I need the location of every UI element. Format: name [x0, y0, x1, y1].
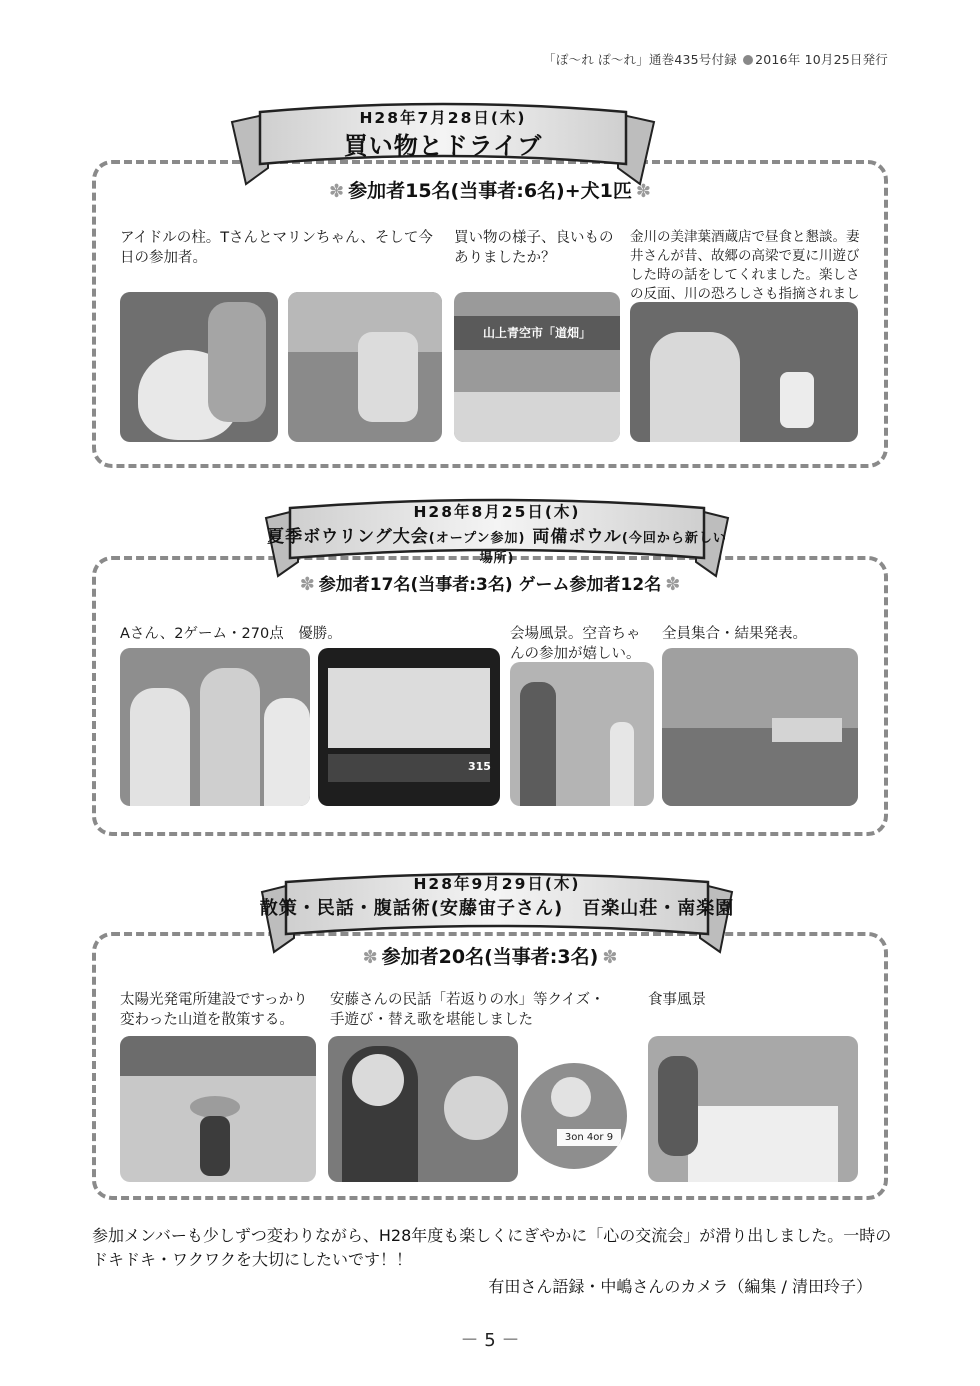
market-photo — [454, 292, 620, 442]
credit-line: 有田さん語録・中嶋さんのカメラ（編集 / 清田玲子） — [488, 1277, 872, 1296]
photo-caption: 買い物の様子、良いものありましたか？ — [454, 230, 614, 266]
asterisk-icon: ✽ — [635, 181, 651, 202]
publication-name: 「ぽ〜れ ぽ〜れ」通巻435号付録 — [543, 52, 737, 67]
photo-caption: アイドルの柱。Tさんとマリンちゃん、そして今日の参加者。 — [120, 230, 433, 266]
mountain-walk-photo — [120, 1036, 316, 1182]
event-title: 買い物とドライブ — [343, 132, 543, 160]
lunch-photo — [630, 302, 858, 442]
issue-date: 2016年 10月25日発行 — [755, 52, 888, 67]
shop-sign: 山上青空市「道畑」 — [482, 326, 591, 340]
participant-count — [300, 176, 680, 203]
photo-caption: 金川の美津葉酒蔵店で昼食と懇談。妻井さんが昔、故郷の高梁で夏に川遊びした時の話をしてくれました。楽しさの反面、川の恐ろしさも指摘されまし — [630, 229, 860, 302]
closing-remarks: 参加メンバーも少しずつ変わりながら、H28年度も楽しくにぎやかに「心の交流会」が滑り出しました。一時のドキドキ・ワクワクを大切にしたいです！！ — [92, 1226, 892, 1269]
event-title: 散策・民話・腹話術(安藤宙子さん) 百楽山荘・南楽園 — [259, 898, 735, 919]
participant-count — [310, 942, 670, 969]
event-venue-note: (今回から新しい場所) — [479, 531, 727, 566]
asterisk-icon: ✽ — [299, 574, 315, 595]
event-title — [262, 522, 732, 567]
photo-caption: Aさん、2ゲーム・270点 優勝。 — [120, 626, 342, 642]
dining-photo — [648, 1036, 858, 1182]
event-ribbon-august — [262, 492, 732, 578]
asterisk-icon: ✽ — [329, 181, 345, 202]
shopping-photo — [288, 292, 442, 442]
photo-caption: 全員集合・結果発表。 — [662, 626, 807, 642]
event-date: H28年7月28日(木) — [359, 109, 527, 127]
photo-caption: 会場風景。空音ちゃんの参加が嬉しい。 — [510, 626, 641, 662]
bowling-cheer-photo — [120, 648, 310, 806]
participant-count — [290, 570, 690, 595]
quiz-card-text: 3on 4or 9 — [557, 1129, 621, 1146]
photo-caption: 安藤さんの民話「若返りの水」等クイズ・手遊び・替え歌を堪能しました — [330, 992, 605, 1028]
bullet-icon — [743, 55, 753, 65]
group-results-photo — [662, 648, 858, 806]
event-date: H28年9月29日(木) — [413, 875, 581, 893]
quiz-card-photo — [518, 1060, 630, 1172]
participant-text: 参加者20名(当事者:3名) — [381, 946, 599, 968]
event-title-note: (オープン参加) — [428, 531, 526, 546]
event-venue: 両備ボウル — [532, 527, 622, 547]
photo-caption: 食事風景 — [648, 992, 706, 1008]
asterisk-icon: ✽ — [665, 574, 681, 595]
event-date: H28年8月25日(木) — [413, 503, 581, 521]
score-value: 315 — [468, 760, 491, 773]
dog-photo — [120, 292, 278, 442]
event-title-main: 夏季ボウリング大会 — [267, 527, 429, 547]
event-ribbon-september — [258, 866, 736, 954]
photo-caption: 太陽光発電所建設ですっかり変わった山道を散策する。 — [120, 992, 308, 1028]
participant-text: 参加者15名(当事者:6名)+犬1匹 — [348, 180, 632, 202]
asterisk-icon: ✽ — [602, 947, 618, 968]
ventriloquism-photo — [328, 1036, 518, 1182]
participant-text: 参加者17名(当事者:3名) ゲーム参加者12名 — [318, 575, 662, 595]
page-number: － 5 － — [460, 1330, 520, 1351]
venue-photo — [510, 662, 654, 806]
asterisk-icon: ✽ — [362, 947, 378, 968]
score-screen-photo — [318, 648, 500, 806]
event-ribbon-july — [228, 94, 658, 186]
publication-header — [543, 50, 888, 68]
